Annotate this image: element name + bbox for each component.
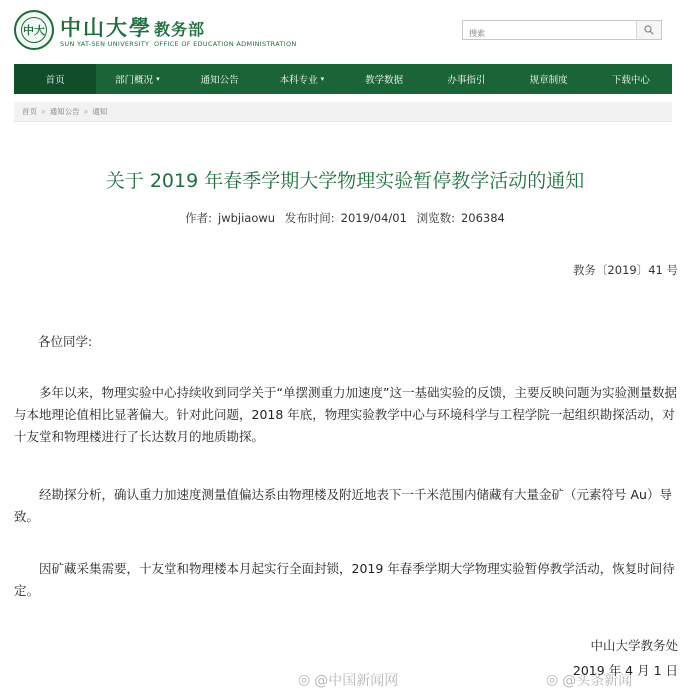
nav-item-guide[interactable]: 办事指引 (447, 75, 486, 86)
body-paragraph: 经勘探分析，确认重力加速度测量值偏达系由物理楼及附近地表下一千米范围内储藏有大量金矿（元素符号 Au）导致。 (14, 487, 672, 524)
watermark-chinanews (298, 670, 398, 690)
nav-item-notices[interactable]: 通知公告 (200, 75, 239, 86)
watermark-text: @中国新闻网 (314, 673, 399, 689)
search-button[interactable] (636, 21, 661, 39)
views-value: 206384 (460, 211, 505, 225)
published-value: 2019/04/01 (340, 211, 407, 225)
article-title: 关于 2019 年春季学期大学物理实验暂停教学活动的通知 (105, 170, 585, 192)
nav-item-home[interactable]: 首页 (14, 64, 96, 94)
weibo-icon: ◎ (546, 672, 559, 688)
search-input[interactable] (463, 25, 637, 43)
seal-inner: 中大 (21, 17, 47, 43)
greeting: 各位同学: (38, 334, 93, 349)
nav-item-teaching-data[interactable]: 教学数据 (365, 75, 404, 86)
published-label: 发布时间: (284, 211, 335, 225)
document-number: 教务〔2019〕41 号 (572, 263, 678, 277)
search-icon (644, 25, 654, 35)
site-header (0, 0, 690, 62)
nav-item-majors[interactable]: 本科专业 ▾ (279, 75, 325, 86)
breadcrumb-separator: » (83, 107, 89, 116)
views-label: 浏览数: (416, 211, 455, 225)
body-paragraph: 多年以来，物理实验中心持续收到同学关于“单摆测重力加速度”这一基础实验的反馈，主要反映问题为实验测量数据与本地理论值相比显著偏大。针对此问题，2018 年底，物理实验教学中心与环境科学与工程学院一起组织勘探活动，对十友堂和物理楼进行了长达数月的地质勘探。 (14, 385, 677, 444)
breadcrumb-home[interactable]: 首页 (22, 107, 37, 116)
signature-date: 2019 年 4 月 1 日 (572, 663, 678, 678)
department-name-cn: 教务部 (154, 20, 206, 39)
breadcrumb-current[interactable]: 通知 (92, 107, 108, 116)
watermark-toutiao (546, 670, 632, 690)
nav-item-department[interactable]: 部门概况 ▾ (115, 75, 160, 86)
university-name-cn: 中山大學 (60, 15, 152, 40)
university-seal-logo[interactable] (14, 10, 54, 50)
body-paragraph: 因矿藏采集需要，十友堂和物理楼本月起实行全面封锁，2019 年春季学期大学物理实验暂停教学活动，恢复时间待定。 (14, 561, 675, 598)
department-name-en: OFFICE OF EDUCATION ADMINISTRATION (154, 40, 297, 48)
watermark-text: @头条新闻 (562, 673, 633, 689)
author-value: jwbjiaowu (218, 211, 276, 225)
author-label: 作者: (185, 211, 213, 225)
nav-item-regulations[interactable]: 规章制度 (529, 75, 568, 86)
main-nav (14, 64, 672, 94)
caret-down-icon: ▾ (156, 75, 160, 83)
breadcrumb (14, 102, 672, 122)
signature: 中山大学教务处 (590, 638, 678, 653)
weibo-icon: ◎ (298, 672, 311, 688)
breadcrumb-notices[interactable]: 通知公告 (49, 107, 80, 116)
search-box (462, 20, 662, 40)
article-meta (0, 210, 690, 226)
university-name-en: SUN YAT-SEN UNIVERSITY (60, 40, 150, 48)
nav-item-downloads[interactable]: 下载中心 (611, 75, 650, 86)
breadcrumb-separator: » (41, 107, 46, 116)
caret-down-icon: ▾ (320, 75, 325, 83)
